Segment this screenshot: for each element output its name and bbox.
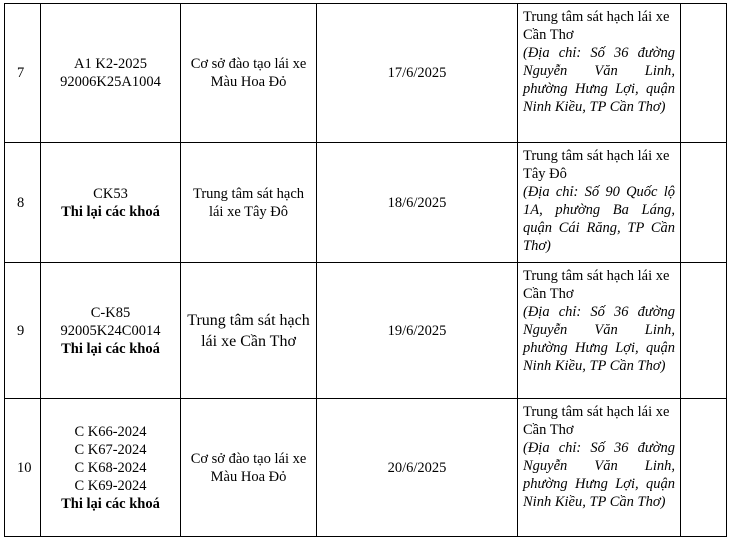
exam-date: 18/6/2025 — [317, 143, 518, 263]
location-cell — [518, 263, 681, 399]
location-name: Trung tâm sát hạch lái xe Cần Thơ — [523, 268, 670, 302]
class-code: C K68-2024 — [74, 459, 147, 476]
class-code: CK53 — [93, 185, 128, 202]
class-cell — [41, 4, 181, 143]
class-code: C K67-2024 — [74, 441, 147, 458]
class-code: 92005K24C0014 — [60, 322, 161, 339]
class-cell — [41, 399, 181, 537]
location-name: Trung tâm sát hạch lái xe Tây Đô — [523, 148, 670, 182]
location-cell — [518, 4, 681, 143]
retake-label: Thi lại các khoá — [61, 495, 160, 512]
location-address: (Địa chỉ: Số 36 đường Nguyễn Văn Linh, phường Hưng Lợi, quận Ninh Kiều, TP Cần Thơ) — [523, 440, 675, 510]
location-address: (Địa chỉ: Số 90 Quốc lộ 1A, phường Ba Láng, quận Cái Răng, TP Cần Thơ) — [523, 184, 675, 254]
table-row — [5, 399, 727, 537]
organizer-cell: Cơ sở đào tạo lái xe Màu Hoa Đỏ — [181, 4, 317, 143]
table-row — [5, 4, 727, 143]
row-number: 7 — [5, 4, 41, 143]
exam-date: 19/6/2025 — [317, 263, 518, 399]
class-code: A1 K2-2025 — [74, 56, 147, 72]
location-name: Trung tâm sát hạch lái xe Cần Thơ — [523, 9, 670, 43]
location-address: (Địa chỉ: Số 36 đường Nguyễn Văn Linh, phường Hưng Lợi, quận Ninh Kiều, TP Cần Thơ) — [523, 45, 675, 115]
class-cell — [41, 143, 181, 263]
table-row — [5, 263, 727, 399]
class-code: C-K85 — [90, 304, 131, 321]
organizer-cell: Trung tâm sát hạch lái xe Cần Thơ — [181, 263, 317, 399]
exam-date: 20/6/2025 — [317, 399, 518, 537]
location-address: (Địa chỉ: Số 36 đường Nguyễn Văn Linh, phường Hưng Lợi, quận Ninh Kiều, TP Cần Thơ) — [523, 304, 675, 374]
table-row — [5, 143, 727, 263]
organizer-cell: Cơ sở đào tạo lái xe Màu Hoa Đỏ — [181, 399, 317, 537]
row-number: 9 — [5, 263, 41, 399]
class-code: C K69-2024 — [74, 477, 147, 494]
exam-date: 17/6/2025 — [317, 4, 518, 143]
note-cell — [681, 263, 727, 399]
class-cell — [41, 263, 181, 399]
note-cell — [681, 143, 727, 263]
note-cell — [681, 399, 727, 537]
organizer-cell: Trung tâm sát hạch lái xe Tây Đô — [181, 143, 317, 263]
class-code: C K66-2024 — [74, 423, 147, 440]
retake-label: Thi lại các khoá — [61, 203, 160, 220]
location-name: Trung tâm sát hạch lái xe Cần Thơ — [523, 404, 670, 438]
location-cell — [518, 399, 681, 537]
row-number: 8 — [5, 143, 41, 263]
exam-schedule-table — [4, 3, 727, 537]
retake-label: Thi lại các khoá — [61, 340, 160, 357]
location-cell — [518, 143, 681, 263]
note-cell — [681, 4, 727, 143]
row-number: 10 — [5, 399, 41, 537]
class-code: 92006K25A1004 — [60, 74, 161, 90]
